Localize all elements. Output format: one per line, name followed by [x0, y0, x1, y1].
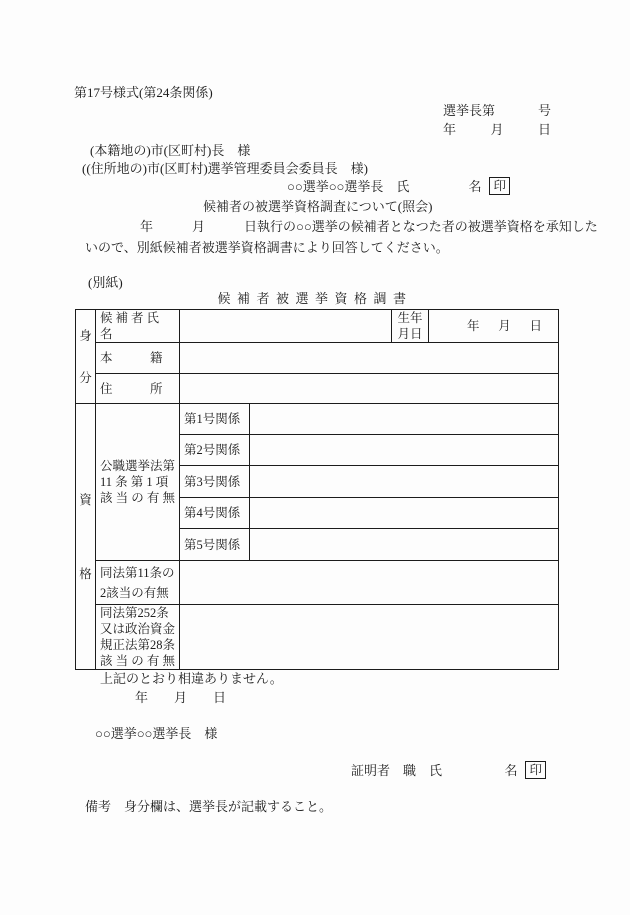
item3-field [250, 466, 559, 498]
issuer-name-label: 名 [468, 179, 482, 194]
law-article252-line-1: 同法第252条 [100, 606, 169, 620]
law-article11-line-3: 該 当 の 有 無 [100, 491, 176, 505]
table-row [76, 343, 559, 374]
certifier-line [351, 764, 546, 782]
remarks-note: 備考 身分欄は、選挙長が記載すること。 [85, 799, 333, 814]
birth-date-label [392, 310, 429, 343]
domicile-label: 本 籍 [96, 343, 180, 374]
section-qualification [76, 404, 96, 670]
birth-label-line-2: 月日 [397, 327, 423, 341]
address-label: 住 所 [96, 374, 180, 404]
law-article252-line-3: 規正法第28条 [100, 638, 176, 652]
survey-table [75, 309, 559, 670]
ref-number-unit: 号 [537, 103, 551, 118]
form-number: 第17号様式(第24条関係) [74, 85, 213, 100]
issuer-title: ○○選挙○○選挙長 氏 [287, 179, 410, 194]
footer-addressee: ○○選挙○○選挙長 様 [95, 726, 218, 741]
certifier-name-label: 名 [504, 763, 518, 778]
birth-date-field [429, 310, 559, 343]
item3-label: 第3号関係 [180, 466, 250, 498]
identity-char-2: 分 [79, 370, 92, 385]
table-row [76, 404, 559, 435]
issuer-line [287, 180, 510, 198]
candidate-name-field [180, 310, 392, 343]
birth-month-label: 月 [498, 319, 511, 333]
addressee-secondary: ((住所地の)市(区町村)選挙管理委員会委員長 様) [82, 161, 368, 176]
table-row [76, 605, 559, 670]
item2-field [250, 435, 559, 466]
table-title: 候補者被選挙資格調書 [217, 291, 413, 306]
confirmation-statement: 上記のとおり相違ありません。 [100, 671, 283, 686]
attachment-note: (別紙) [88, 275, 123, 290]
issue-date-month: 月 [490, 122, 504, 137]
issue-date-line [443, 123, 551, 137]
birth-year-label: 年 [467, 319, 480, 333]
law-article11-2-field [180, 561, 559, 605]
body-line-1: 年 月 日執行の○○選挙の候補者となつた者の被選挙資格を承知した [140, 219, 598, 234]
domicile-field [180, 343, 559, 374]
law-article11-2-line-1: 同法第11条の [100, 565, 175, 580]
identity-char-1: 身 [79, 328, 92, 343]
law-article11-label [96, 404, 180, 561]
confirmation-date: 年 月 日 [135, 690, 227, 705]
item5-label: 第5号関係 [180, 529, 250, 561]
item1-label: 第1号関係 [180, 404, 250, 435]
item4-field [250, 498, 559, 529]
issuer-seal-stamp: 印 [489, 177, 510, 195]
subject-line: 候補者の被選挙資格調査について(照会) [203, 199, 433, 214]
ref-number-line [443, 104, 551, 118]
candidate-name-label: 候補者氏名 [96, 310, 180, 343]
law-article252-line-4: 該 当 の 有 無 [100, 654, 176, 668]
qualification-char-1: 資 [79, 492, 92, 507]
qualification-char-2: 格 [79, 566, 92, 581]
ref-number-label: 選挙長第 [443, 103, 496, 118]
table-row [76, 374, 559, 404]
birth-label-line-1: 生年 [397, 311, 423, 325]
item2-label: 第2号関係 [180, 435, 250, 466]
body-line-2: いので、別紙候補者被選挙資格調書により回答してください。 [85, 240, 449, 255]
law-article11-line-2: 11 条 第 1 項 [100, 475, 169, 489]
addressee-primary: (本籍地の)市(区町村)長 様 [90, 143, 251, 158]
law-article252-field [180, 605, 559, 670]
certifier-seal-stamp: 印 [525, 761, 546, 779]
law-article11-2-label [96, 561, 180, 605]
law-article252-line-2: 又は政治資金 [100, 622, 176, 636]
law-article252-label [96, 605, 180, 670]
law-article11-2-line-2: 2該当の有無 [100, 585, 169, 600]
address-field [180, 374, 559, 404]
section-identity [76, 310, 96, 404]
item5-field [250, 529, 559, 561]
table-row [76, 310, 559, 343]
issue-date-day: 日 [537, 122, 551, 137]
item4-label: 第4号関係 [180, 498, 250, 529]
table-row [76, 561, 559, 605]
issue-date-year: 年 [443, 122, 457, 137]
law-article11-line-1: 公職選挙法第 [100, 459, 176, 473]
certifier-label: 証明者 職 氏 [351, 763, 443, 778]
item1-field [250, 404, 559, 435]
birth-day-label: 日 [529, 319, 542, 333]
